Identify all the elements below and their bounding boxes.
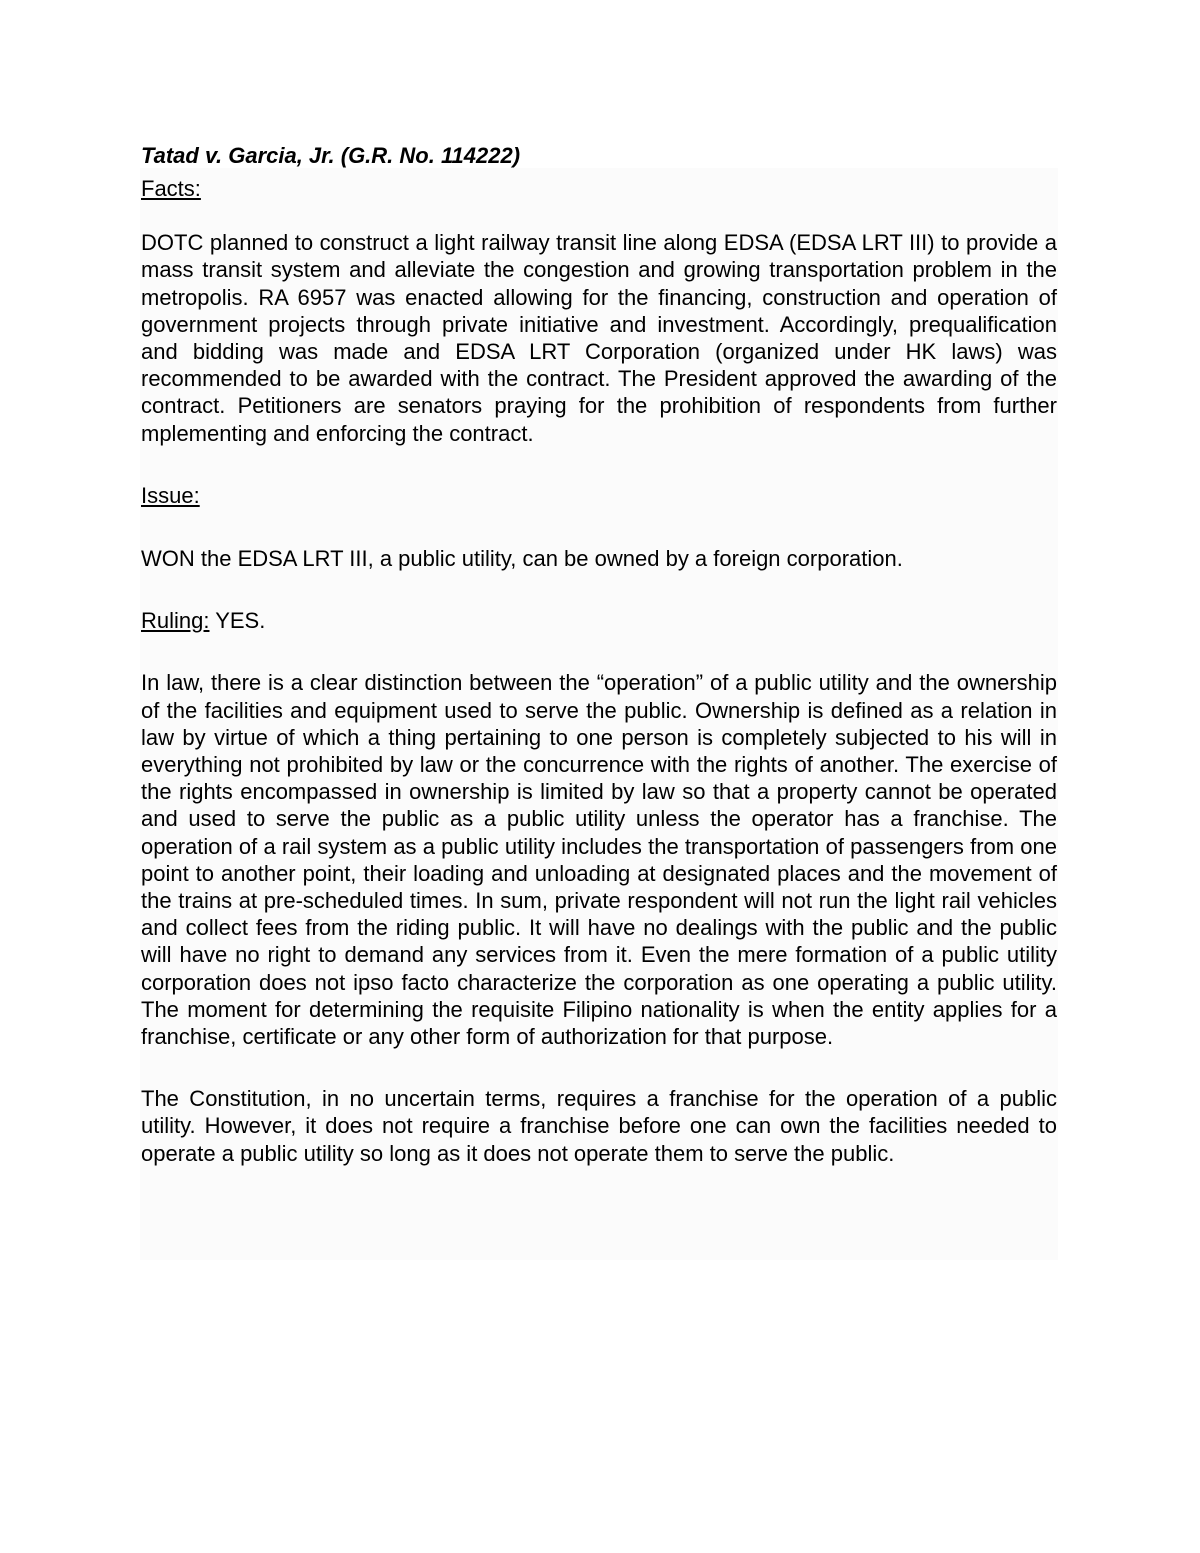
facts-paragraph: DOTC planned to construct a light railway transit line along EDSA (EDSA LRT III) to provide a mass transit system and alleviate the congestion and growing transportation problem in the metropolis. RA 6957 was enacted allowing for the financing, construction and operation of government projects through private initiative and investment. Accordingly, prequalification and bidding was made and EDSA LRT Corporation (organized under HK laws) was recommended to be awarded with the contract. The President approved the awarding of the contract. Petitioners are senators praying for the prohibition of respondents from further mplementing and enforcing the contract. <box>141 230 1057 446</box>
ruling-heading: Ruling: <box>141 608 210 634</box>
ruling-heading-line <box>141 607 1057 634</box>
document-body <box>141 141 1057 1167</box>
spacer <box>141 447 1057 474</box>
issue-paragraph: WON the EDSA LRT III, a public utility, can be owned by a foreign corporation. <box>141 546 903 572</box>
issue-heading: Issue: <box>141 482 200 508</box>
ruling-answer: YES. <box>209 608 266 634</box>
case-title: Tatad v. Garcia, Jr. (G.R. No. 114222) <box>141 143 521 168</box>
spacer <box>141 572 1057 607</box>
spacer <box>141 202 1057 229</box>
ruling-paragraph-2: The Constitution, in no uncertain terms, requires a franchise for the operation of a public utility. However, it does not require a franchise before one can own the facilities needed to operate a public utility so long as it does not operate them to serve the public. <box>141 1086 1057 1166</box>
ruling-paragraph-1: In law, there is a clear distinction between the “operation” of a public utility and the ownership of the facilities and equipment used to serve the public. Ownership is defined as a relation in law by virtue of which a thing pertaining to one person is completely subjected to his will in everything not prohibited by law or the concurrence with the rights of another. The exercise of the rights encompassed in ownership is limited by law so that a property cannot be operated and used to serve the public as a public utility unless the operator has a franchise. The operation of a rail system as a public utility includes the transportation of passengers from one point to another point, their loading and unloading at designated places and the movement of the trains at pre-scheduled times. In sum, private respondent will not run the light rail vehicles and collect fees from the riding public. It will have no dealings with the public and the public will have no right to demand any services from it. Even the mere formation of a public utility corporation does not ipso facto characterize the corporation as one operating a public utility. The moment for determining the requisite Filipino nationality is when the entity applies for a franchise, certificate or any other form of authorization for that purpose. <box>141 670 1057 1050</box>
spacer <box>141 509 1057 545</box>
spacer <box>141 634 1057 669</box>
facts-heading: Facts: <box>141 176 201 201</box>
spacer <box>141 1050 1057 1085</box>
spacer <box>141 474 1057 482</box>
